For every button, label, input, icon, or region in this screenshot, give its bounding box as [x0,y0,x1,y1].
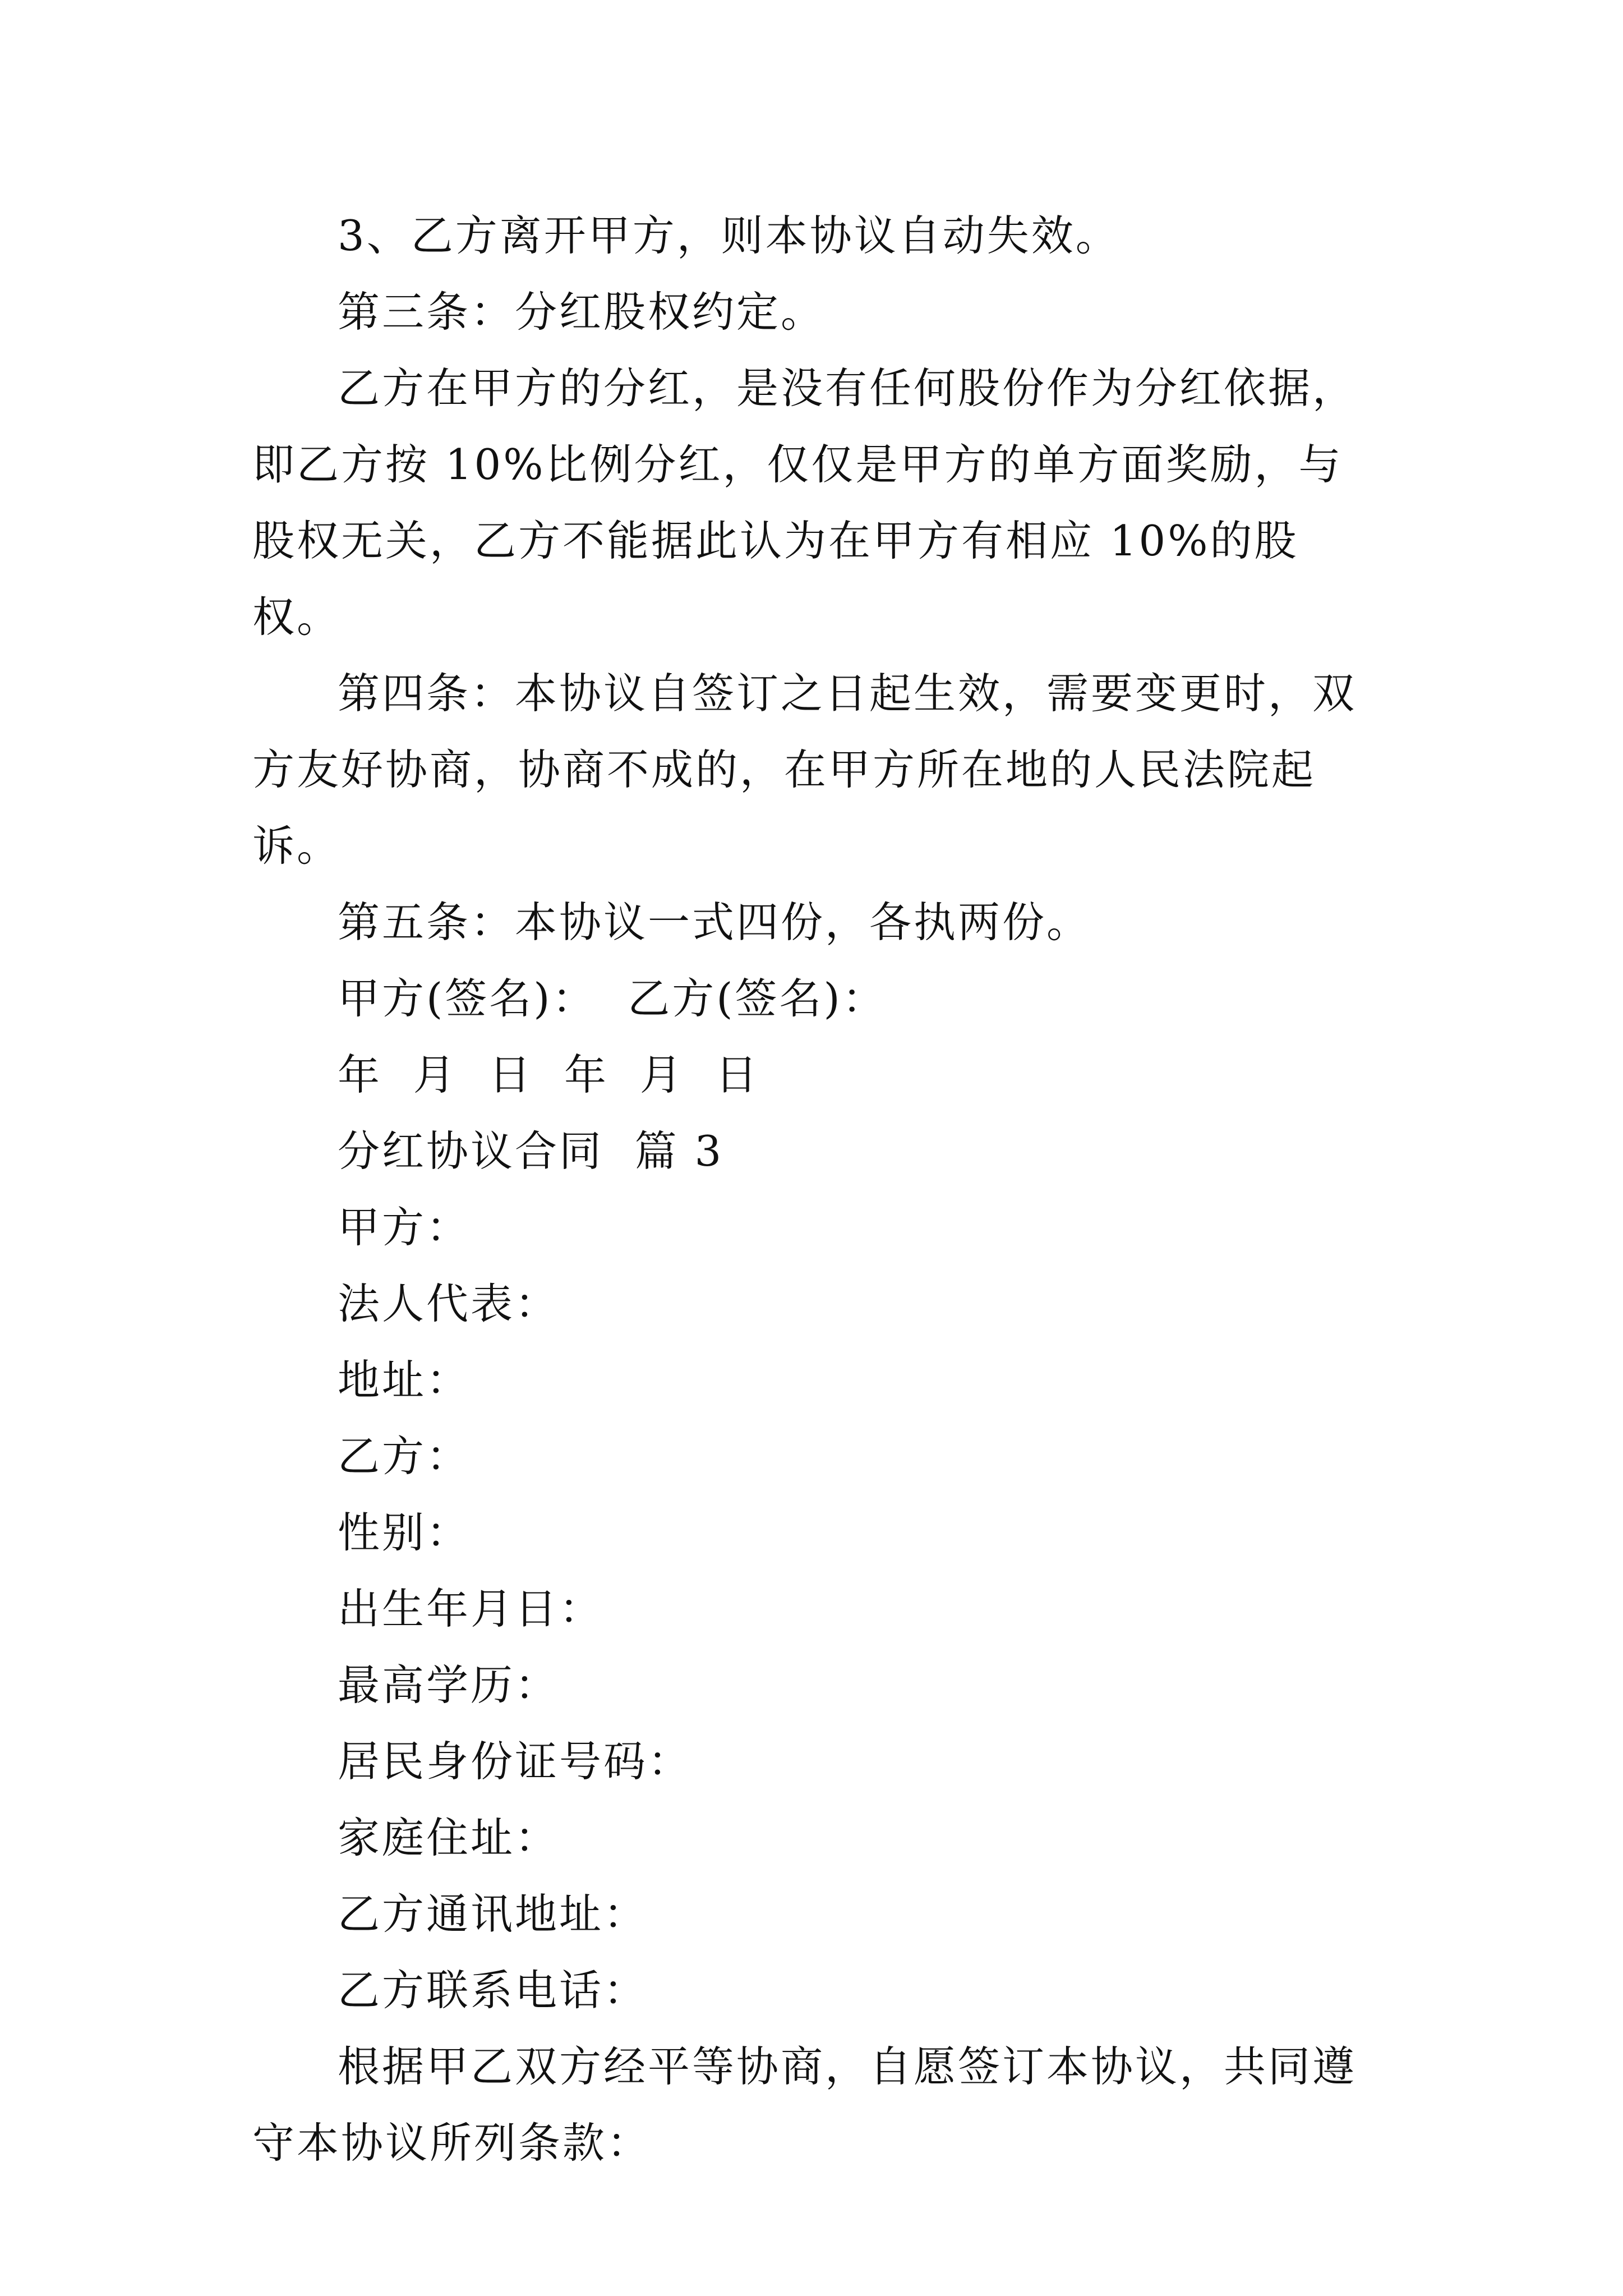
clause-3-termination: 3、乙方离开甲方，则本协议自动失效。 [338,211,1120,260]
article-3-body: 乙方在甲方的分红，是没有任何股份作为分红依据，即乙方按 10%比例分红，仅仅是甲方的单方面奖励，与股权无关，乙方不能据此认为在甲方有相应 10%的股权。 [252,364,1357,642]
party-b-field: 乙方： [338,1432,471,1481]
section-title: 分红协议合同 篇 3 [338,1126,724,1176]
address-field: 地址： [338,1355,471,1405]
gender-field: 性别： [338,1508,471,1557]
party-b-mailing-address-field: 乙方通讯地址： [338,1889,648,1939]
education-field: 最高学历： [338,1660,560,1710]
home-address-field: 家庭住址： [338,1813,560,1862]
party-a-field: 甲方： [338,1203,471,1252]
agreement-preamble: 根据甲乙双方经平等协商，自愿签订本协议，共同遵守本协议所列条款： [252,2042,1357,2168]
document-body [252,197,1380,2181]
article-5: 第五条：本协议一式四份，各执两份。 [338,898,1091,947]
legal-representative-field: 法人代表： [338,1279,560,1328]
date-line: 年 月 日 年 月 日 [338,1050,760,1099]
birth-date-field: 出生年月日： [338,1584,604,1634]
id-number-field: 居民身份证号码： [338,1737,693,1786]
article-4: 第四条：本协议自签订之日起生效，需要变更时，双方友好协商，协商不成的，在甲方所在地的人民法院起诉。 [252,669,1357,871]
article-3-heading: 第三条：分红股权约定。 [338,287,826,337]
signature-line: 甲方(签名)： 乙方(签名)： [338,974,887,1023]
party-b-phone-field: 乙方联系电话： [338,1966,648,2015]
